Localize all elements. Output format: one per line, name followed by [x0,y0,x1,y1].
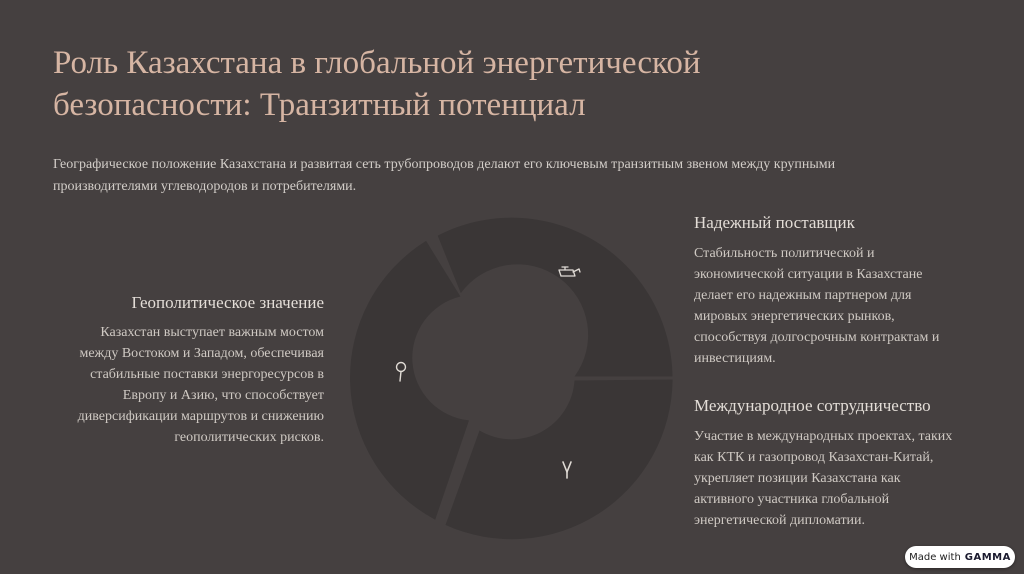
international-line: как КТК и газопровод Казахстан-Китай, [694,450,934,465]
intro-line-2: производителями углеводородов и потребителями. [53,179,357,194]
intro-line-1: Географическое положение Казахстана и развитая сеть трубопроводов делают его ключевым транзитным звеном между крупными [53,157,836,172]
made-with-gamma-badge[interactable] [905,546,1015,568]
geopolitical-line: диверсификации маршрутов и снижению [77,409,324,424]
slide-title-line-2: безопасности: Транзитный потенциал [53,87,586,123]
international-line: укрепляет позиции Казахстана как [694,471,901,486]
cycle-segment-top [438,218,673,377]
geopolitical-line: геополитических рисков. [174,430,324,445]
international-line: активного участника глобальной [694,492,890,507]
reliable-supplier-heading: Надежный поставщик [694,213,855,232]
geopolitical-text [24,322,324,448]
geopolitical-line: стабильные поставки энергоресурсов в [90,367,324,382]
international-cooperation-text [694,426,1004,531]
international-line: энергетической дипломатии. [694,513,866,528]
reliable-line: способствуя долгосрочным контрактам и [694,330,940,345]
reliable-line: мировых энергетических рынков, [694,309,895,324]
geopolitical-heading: Геополитическое значение [131,293,324,312]
reliable-supplier-text [694,243,994,369]
geopolitical-line: Казахстан выступает важным мостом [100,325,324,340]
international-cooperation-heading: Международное сотрудничество [694,396,931,415]
international-line: Участие в международных проектах, таких [694,429,953,444]
geopolitical-line: между Востоком и Западом, обеспечивая [79,346,324,361]
gamma-logo: GAMMA [964,551,1011,563]
geopolitical-line: Европу и Азию, что способствует [122,388,324,403]
badge-prefix: Made with [909,551,961,563]
reliable-line: Стабильность политической и [694,246,875,261]
cycle-segment-bottom [446,380,673,540]
reliable-line: инвестициям. [694,351,776,366]
reliable-line: экономической ситуации в Казахстане [694,267,923,282]
reliable-line: делает его надежным партнером для [694,288,912,303]
slide-title-line-1: Роль Казахстана в глобальной энергетической [53,45,701,81]
cycle-segment-left [350,241,469,520]
